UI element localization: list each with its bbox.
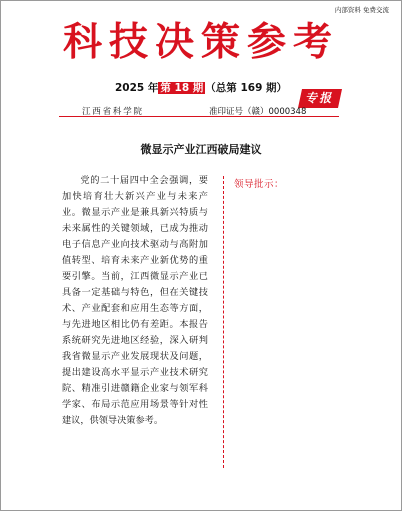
issue-number: 第 18 期	[160, 82, 204, 94]
issue-total: （总第 169 期）	[205, 82, 288, 94]
article-title: 微显示产业江西破局建议	[140, 143, 262, 156]
special-report-badge: 专报	[298, 89, 342, 108]
masthead-title: 科技决策参考	[62, 19, 339, 65]
leader-instruction-label: 领导批示：	[234, 179, 285, 190]
license-number: 准印证号（赣）0000348	[209, 107, 307, 117]
column-divider	[223, 176, 224, 468]
org-row	[59, 101, 337, 117]
header-divider	[59, 116, 339, 117]
article-body: 党的二十届四中全会强调，要加快培育壮大新兴产业与未来产业。微显示产业是兼具新兴特质与未来属性的关键领域，已成为推动电子信息产业向技术驱动与高附加值转型、培育未来产业新优势的重要引擎。当前，江西微显示产业已具备一定基础与特色，但在关键技术、产业配套和应用生态等方面，与先进地区相比仍有差距。本报告系统研究先进地区经验，深入研判我省微显示产业发展现状及问题，提出建设高水平显示产业技术研究院、精准引进赣籍企业家与领军科学家、布局示范应用场景等针对性建议，供领导决策参考。	[62, 175, 208, 426]
issue-year: 2025 年	[114, 82, 159, 94]
organization-name: 江西省科学院	[82, 107, 144, 117]
top-note: 内部资料 免费交流	[334, 6, 389, 14]
